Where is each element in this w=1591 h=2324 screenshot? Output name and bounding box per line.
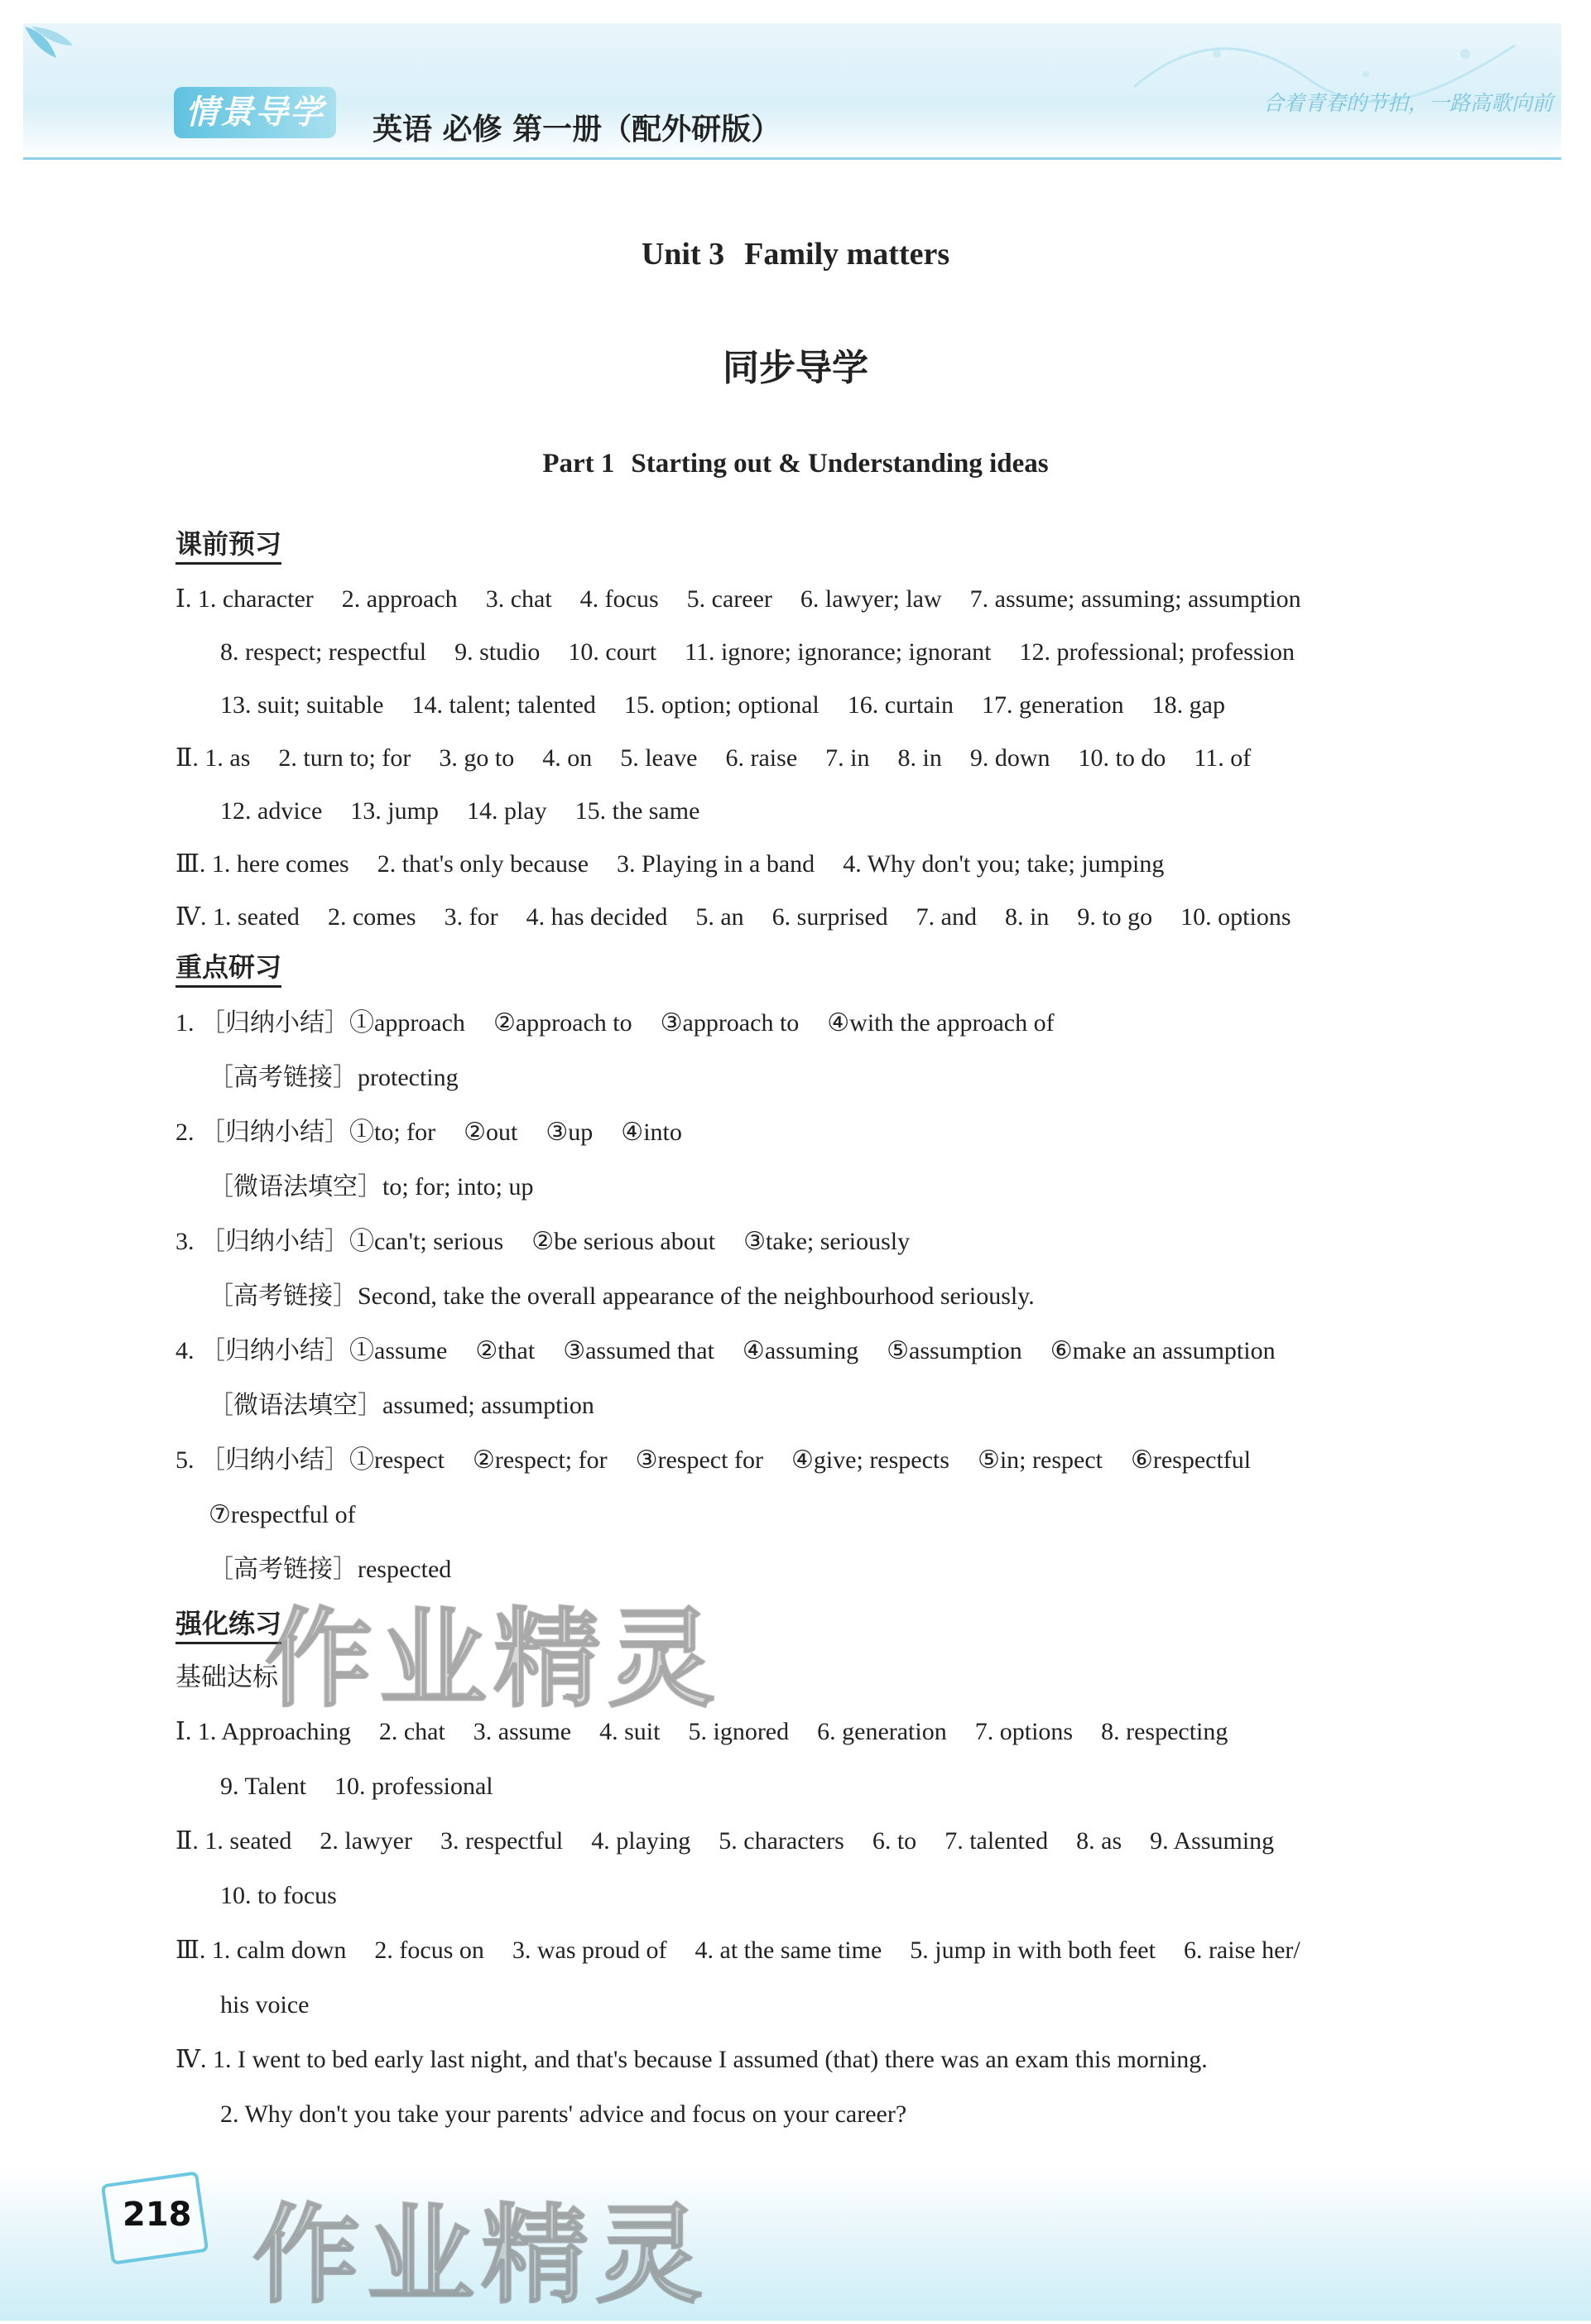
part-title: [0, 449, 1591, 479]
answer-item: ⑥make an assumption: [1050, 1337, 1276, 1364]
key-answer-line: [209, 1280, 1035, 1313]
answer-item: 10. professional: [334, 1773, 493, 1800]
page-number: 218: [123, 2196, 192, 2234]
answer-item: 7. and: [916, 903, 977, 931]
answer-item: 3. respectful: [440, 1827, 564, 1855]
answer-item: 2. that's only because: [377, 850, 589, 878]
answer-item: 10. to focus: [220, 1882, 337, 1909]
answer-item: 2. Why don't you take your parents' advice and focus on your career?: [220, 2100, 907, 2128]
answer-item: Ⅳ. 1. I went to bed early last night, and that's because I assumed (that) there was an exam this morning.: [175, 2046, 1208, 2073]
answer-item: 3. Playing in a band: [617, 850, 815, 878]
practice-answer-line: [220, 2098, 906, 2131]
practice-heading: 强化练习: [175, 1607, 281, 1644]
unit-number: Unit 3: [641, 237, 725, 272]
practice-answer-line: [220, 1770, 493, 1803]
series-logo: 情景导学: [174, 87, 336, 138]
answer-item: 16. curtain: [847, 691, 954, 719]
answer-item: 8. as: [1076, 1827, 1122, 1855]
key-answer-line: [175, 1225, 910, 1258]
answer-item: 10. options: [1180, 903, 1291, 931]
answer-item: 3. chat: [485, 585, 552, 613]
answer-item: 4. on: [542, 744, 593, 772]
practice-answer-line: [220, 1989, 309, 2022]
answer-item: ［高考链接］protecting: [209, 1064, 459, 1091]
key-answer-line: [175, 1444, 1251, 1477]
answer-item: ③take; seriously: [743, 1228, 911, 1255]
answer-item: 2. ［归纳小结］①to; for: [175, 1119, 436, 1146]
answer-item: Ⅳ. 1. seated: [175, 903, 300, 931]
answer-item: 5. an: [695, 903, 744, 931]
answer-item: 11. ignore; ignorance; ignorant: [685, 638, 992, 666]
key-answer-line: [209, 1061, 459, 1095]
leaf-decoration-icon: [23, 25, 81, 83]
answer-item: 3. ［归纳小结］①can't; serious: [175, 1228, 504, 1255]
answer-item: ④into: [621, 1119, 682, 1146]
answer-item: 5. jump in with both feet: [910, 1937, 1156, 1964]
answer-item: 5. leave: [620, 744, 698, 772]
answer-item: 4. Why don't you; take; jumping: [843, 850, 1165, 878]
unit-title: [0, 236, 1591, 272]
key-answer-line: [175, 1116, 682, 1149]
answer-item: 8. respecting: [1101, 1718, 1228, 1745]
answer-item: 5. characters: [719, 1827, 844, 1855]
answer-item: 4. playing: [591, 1827, 691, 1855]
answer-item: 6. to: [872, 1827, 917, 1855]
answer-item: 9. studio: [454, 638, 541, 666]
answer-item: 2. turn to; for: [278, 744, 411, 772]
answer-item: 12. advice: [220, 797, 323, 825]
answer-item: ［微语法填空］assumed; assumption: [209, 1392, 594, 1419]
answer-item: 17. generation: [982, 691, 1124, 719]
answer-item: 6. raise her/: [1183, 1937, 1300, 1964]
book-title: 英语 必修 第一册（配外研版）: [373, 113, 781, 147]
answer-item: ④assuming: [742, 1337, 859, 1364]
key-answer-line: [175, 1007, 1055, 1040]
answer-item: ［高考链接］Second, take the overall appearance of the neighbourhood seriously.: [209, 1282, 1035, 1310]
part-name: Starting out & Understanding ideas: [631, 449, 1049, 479]
answer-item: 13. jump: [350, 797, 439, 825]
preview-heading: 课前预习: [175, 527, 281, 565]
answer-item: ②approach to: [493, 1009, 632, 1037]
footer-band: [0, 2169, 1591, 2321]
answer-item: 14. talent; talented: [411, 691, 596, 719]
preview-answer-line: [175, 848, 1164, 881]
section-title: 同步导学: [723, 347, 868, 389]
answer-item: ⑥respectful: [1130, 1446, 1252, 1474]
preview-answer-line: [220, 795, 699, 828]
answer-item: 8. in: [897, 744, 942, 772]
answer-item: 15. the same: [574, 797, 700, 825]
answer-item: 6. lawyer; law: [800, 585, 942, 613]
answer-item: ②out: [464, 1119, 518, 1146]
answer-item: 2. lawyer: [320, 1827, 412, 1855]
answer-item: 9. to go: [1077, 903, 1153, 931]
answer-item: 3. assume: [473, 1718, 572, 1745]
header-slogan: 合着青春的节拍，一路高歌向前: [1262, 91, 1553, 115]
answer-item: 4. has decided: [526, 903, 668, 931]
answer-item: 3. was proud of: [512, 1937, 667, 1964]
answer-item: Ⅱ. 1. seated: [175, 1827, 292, 1855]
answer-item: ②be serious about: [531, 1228, 716, 1255]
key-answer-line: [175, 1335, 1276, 1368]
answer-item: ④with the approach of: [827, 1009, 1055, 1037]
answer-item: 2. chat: [378, 1718, 445, 1745]
answer-item: 14. play: [466, 797, 547, 825]
preview-answer-line: [175, 742, 1251, 775]
answer-item: ⑦respectful of: [209, 1501, 356, 1528]
practice-answer-line: [175, 1934, 1300, 1967]
header-divider: [23, 157, 1561, 160]
answer-item: ②respect; for: [472, 1446, 608, 1474]
key-answer-line: [209, 1171, 534, 1204]
practice-subheading: 基础达标: [175, 1662, 278, 1692]
answer-item: ③approach to: [660, 1009, 800, 1037]
answer-item: Ⅲ. 1. calm down: [175, 1937, 347, 1964]
answer-item: 4. ［归纳小结］①assume: [175, 1337, 448, 1364]
answer-item: ②that: [475, 1337, 536, 1364]
answer-item: 18. gap: [1151, 691, 1225, 719]
answer-item: ［高考链接］respected: [209, 1556, 452, 1583]
answer-item: 7. in: [825, 744, 870, 772]
answer-item: 4. focus: [579, 585, 659, 613]
answer-item: 7. assume; assuming; assumption: [969, 585, 1301, 613]
answer-item: Ⅲ. 1. here comes: [175, 850, 349, 878]
answer-item: 10. court: [568, 638, 657, 666]
practice-answer-line: [175, 1825, 1274, 1858]
answer-item: ［微语法填空］to; for; into; up: [209, 1173, 534, 1200]
answer-item: Ⅰ. 1. character: [175, 585, 314, 613]
answer-item: ⑤assumption: [887, 1337, 1022, 1364]
answer-item: 9. Talent: [220, 1773, 306, 1800]
answer-item: 7. options: [974, 1718, 1074, 1745]
answer-item: 7. talented: [945, 1827, 1049, 1855]
answer-item: 1. ［归纳小结］①approach: [175, 1009, 465, 1037]
preview-answer-line: [220, 689, 1225, 722]
answer-item: ③respect for: [635, 1446, 763, 1474]
key-points-heading: 重点研习: [175, 950, 281, 988]
answer-item: 4. suit: [599, 1718, 661, 1745]
answer-item: 3. for: [444, 903, 498, 931]
preview-answer-line: [175, 901, 1291, 934]
answer-item: 11. of: [1194, 744, 1252, 772]
answer-item: 8. respect; respectful: [220, 638, 427, 666]
watermark-mid: 作业精灵: [265, 1596, 723, 1722]
answer-item: 2. focus on: [374, 1937, 484, 1964]
part-number: Part 1: [542, 449, 615, 479]
watermark-footer: 作业精灵: [252, 2192, 710, 2318]
answer-item: ⑤in; respect: [977, 1446, 1103, 1474]
answer-item: ③up: [546, 1119, 594, 1146]
answer-item: 6. surprised: [771, 903, 888, 931]
answer-item: 5. career: [686, 585, 772, 613]
answer-item: ③assumed that: [563, 1337, 714, 1364]
preview-answer-line: [175, 583, 1301, 616]
unit-name: Family matters: [744, 237, 950, 272]
answer-item: 6. raise: [725, 744, 798, 772]
practice-answer-line: [220, 1879, 337, 1913]
practice-answer-line: [175, 2043, 1208, 2076]
key-answer-line: [209, 1389, 594, 1422]
answer-item: 9. Assuming: [1150, 1827, 1275, 1855]
answer-item: 4. at the same time: [695, 1937, 882, 1964]
answer-item: ④give; respects: [791, 1446, 949, 1474]
answer-item: 13. suit; suitable: [220, 691, 384, 719]
answer-item: 6. generation: [817, 1718, 947, 1745]
answer-item: 2. approach: [341, 585, 458, 613]
answer-item: 5. ［归纳小结］①respect: [175, 1446, 445, 1474]
answer-item: Ⅱ. 1. as: [175, 744, 251, 772]
answer-item: 3. go to: [439, 744, 515, 772]
answer-item: 15. option; optional: [623, 691, 820, 719]
answer-item: 8. in: [1004, 903, 1050, 931]
answer-item: 5. ignored: [688, 1718, 790, 1745]
answer-item: his voice: [220, 1991, 310, 2018]
answer-item: 12. professional; profession: [1019, 638, 1295, 666]
preview-answer-line: [220, 636, 1295, 669]
key-answer-line: [209, 1499, 356, 1532]
answer-item: 10. to do: [1078, 744, 1166, 772]
answer-item: 2. comes: [327, 903, 416, 931]
answer-item: Ⅰ. 1. Approaching: [175, 1718, 351, 1745]
answer-item: 9. down: [969, 744, 1050, 772]
